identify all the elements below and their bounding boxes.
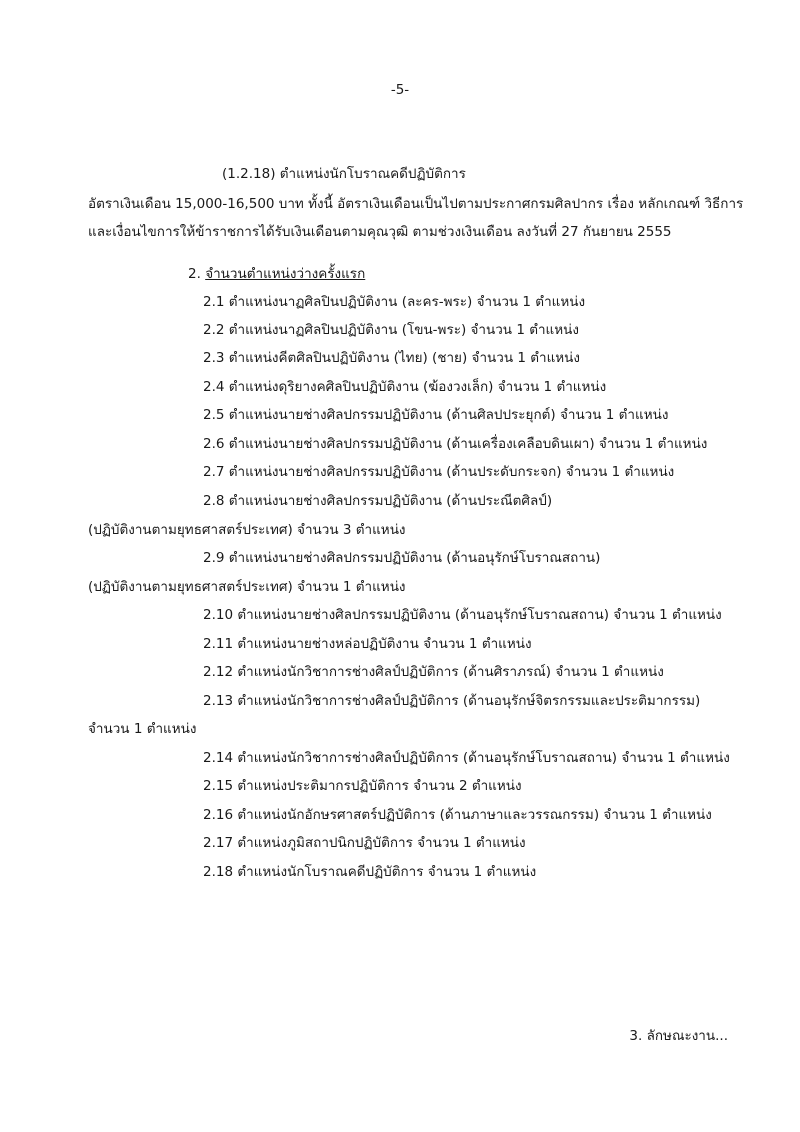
salary-line-1: อัตราเงินเดือน 15,000-16,500 บาท ทั้งนี้ อัตราเงินเดือนเป็นไปตามประกาศกรมศิลปากร เรื่อง หลักเกณฑ์ วิธีการ xyxy=(88,196,744,212)
list-item: 2.15 ตำแหน่งประติมากรปฏิบัติการ จำนวน 2 ตำแหน่ง xyxy=(203,778,522,794)
next-section-footer: 3. ลักษณะงาน... xyxy=(629,1028,728,1044)
list-item: 2.4 ตำแหน่งดุริยางคศิลปินปฏิบัติงาน (ฆ้องวงเล็ก) จำนวน 1 ตำแหน่ง xyxy=(203,379,607,395)
list-item: 2.10 ตำแหน่งนายช่างศิลปกรรมปฏิบัติงาน (ด้านอนุรักษ์โบราณสถาน) จำนวน 1 ตำแหน่ง xyxy=(203,607,722,623)
list-item-continuation: จำนวน 1 ตำแหน่ง xyxy=(88,721,197,737)
list-item: 2.16 ตำแหน่งนักอักษรศาสตร์ปฏิบัติการ (ด้านภาษาและวรรณกรรม) จำนวน 1 ตำแหน่ง xyxy=(203,807,712,823)
section-heading: (1.2.18) ตำแหน่งนักโบราณคดีปฏิบัติการ xyxy=(222,166,466,182)
list-item: 2.9 ตำแหน่งนายช่างศิลปกรรมปฏิบัติงาน (ด้านอนุรักษ์โบราณสถาน) xyxy=(203,550,601,566)
list-item: 2.13 ตำแหน่งนักวิชาการช่างศิลป์ปฏิบัติการ (ด้านอนุรักษ์จิตรกรรมและประติมากรรม) xyxy=(203,693,701,709)
salary-line-2: และเงื่อนไขการให้ข้าราชการได้รับเงินเดือนตามคุณวุฒิ ตามช่วงเงินเดือน ลงวันที่ 27 กันยายน 2555 xyxy=(88,224,672,240)
list-item: 2.2 ตำแหน่งนาฏศิลปินปฏิบัติงาน (โขน-พระ) จำนวน 1 ตำแหน่ง xyxy=(203,322,579,338)
list-item: 2.3 ตำแหน่งคีตศิลปินปฏิบัติงาน (ไทย) (ชาย) จำนวน 1 ตำแหน่ง xyxy=(203,350,580,366)
list-item: 2.6 ตำแหน่งนายช่างศิลปกรรมปฏิบัติงาน (ด้านเครื่องเคลือบดินเผา) จำนวน 1 ตำแหน่ง xyxy=(203,436,708,452)
vacancies-title xyxy=(188,264,365,284)
list-item: 2.1 ตำแหน่งนาฏศิลปินปฏิบัติงาน (ละคร-พระ) จำนวน 1 ตำแหน่ง xyxy=(203,294,586,310)
list-item: 2.12 ตำแหน่งนักวิชาการช่างศิลป์ปฏิบัติการ (ด้านศิราภรณ์) จำนวน 1 ตำแหน่ง xyxy=(203,664,664,680)
list-item: 2.8 ตำแหน่งนายช่างศิลปกรรมปฏิบัติงาน (ด้านประณีตศิลป์) xyxy=(203,493,553,509)
list-item-continuation: (ปฏิบัติงานตามยุทธศาสตร์ประเทศ) จำนวน 1 ตำแหน่ง xyxy=(88,579,406,595)
list-item: 2.14 ตำแหน่งนักวิชาการช่างศิลป์ปฏิบัติการ (ด้านอนุรักษ์โบราณสถาน) จำนวน 1 ตำแหน่ง xyxy=(203,750,730,766)
list-item: 2.7 ตำแหน่งนายช่างศิลปกรรมปฏิบัติงาน (ด้านประดับกระจก) จำนวน 1 ตำแหน่ง xyxy=(203,464,675,480)
list-item: 2.17 ตำแหน่งภูมิสถาปนิกปฏิบัติการ จำนวน 1 ตำแหน่ง xyxy=(203,835,526,851)
list-item: 2.18 ตำแหน่งนักโบราณคดีปฏิบัติการ จำนวน 1 ตำแหน่ง xyxy=(203,864,537,880)
vacancies-number: 2. xyxy=(188,266,201,282)
list-item: 2.5 ตำแหน่งนายช่างศิลปกรรมปฏิบัติงาน (ด้านศิลปประยุกต์) จำนวน 1 ตำแหน่ง xyxy=(203,407,669,423)
list-item: 2.11 ตำแหน่งนายช่างหล่อปฏิบัติงาน จำนวน 1 ตำแหน่ง xyxy=(203,636,532,652)
page-number: -5- xyxy=(390,82,410,98)
vacancies-title-text: จำนวนตำแหน่งว่างครั้งแรก xyxy=(205,266,366,282)
list-item-continuation: (ปฏิบัติงานตามยุทธศาสตร์ประเทศ) จำนวน 3 ตำแหน่ง xyxy=(88,522,406,538)
